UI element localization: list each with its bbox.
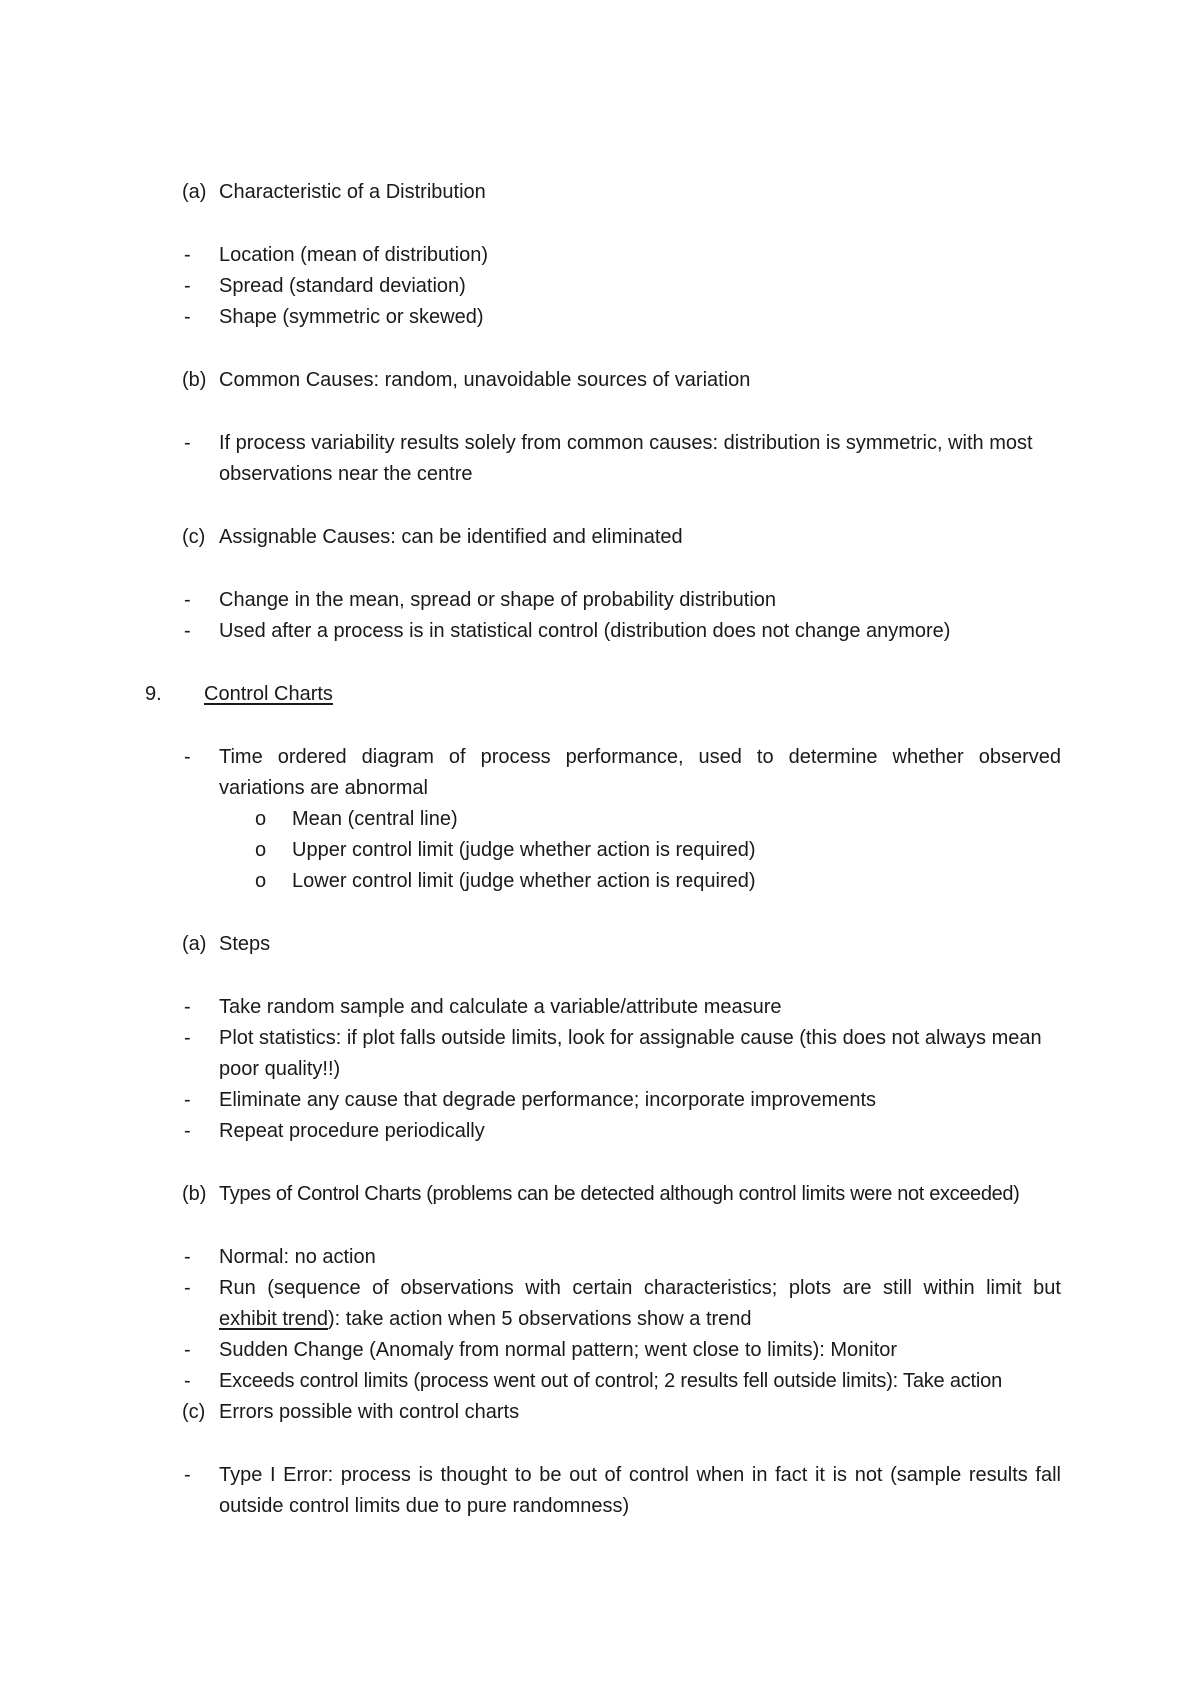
list-item-text: Shape (symmetric or skewed) xyxy=(219,306,484,328)
circle-bullet: o xyxy=(255,808,267,830)
label-a: (a) xyxy=(182,181,207,203)
dash-marker: - xyxy=(184,1246,191,1268)
underlined-phrase: exhibit trend xyxy=(219,1308,328,1330)
label-a: (a) xyxy=(182,933,207,955)
subheading-text: Types of Control Charts (problems can be detected although control limits were not exceeded) xyxy=(219,1183,1020,1205)
dash-marker: - xyxy=(184,1120,191,1142)
dash-marker: - xyxy=(184,1370,191,1392)
dash-marker: - xyxy=(184,1277,191,1299)
list-item-text: Type I Error: process is thought to be out of control when in fact it is not (sample results fall xyxy=(219,1464,1061,1486)
label-c: (c) xyxy=(182,526,206,548)
dash-marker: - xyxy=(184,746,191,768)
dash-marker: - xyxy=(184,589,191,611)
list-item-text: Change in the mean, spread or shape of probability distribution xyxy=(219,589,777,611)
dash-marker: - xyxy=(184,1089,191,1111)
list-item-text: If process variability results solely from common causes: distribution is symmetric, with most xyxy=(219,432,1033,454)
list-item-text: Location (mean of distribution) xyxy=(219,244,489,266)
list-item-text: exhibit trend): take action when 5 observations show a trend xyxy=(219,1308,752,1330)
list-item-text: Run (sequence of observations with certain characteristics; plots are still within limit but xyxy=(219,1277,1061,1299)
subheading-text: Steps xyxy=(219,933,271,955)
dash-marker: - xyxy=(184,996,191,1018)
list-item-text: Take random sample and calculate a variable/attribute measure xyxy=(219,996,782,1018)
list-item-text: observations near the centre xyxy=(219,463,473,485)
list-item-text: Repeat procedure periodically xyxy=(219,1120,485,1142)
list-item-text: outside control limits due to pure randomness) xyxy=(219,1495,630,1517)
label-b: (b) xyxy=(182,1183,207,1205)
dash-marker: - xyxy=(184,1027,191,1049)
circle-bullet: o xyxy=(255,870,267,892)
list-item-text: Plot statistics: if plot falls outside limits, look for assignable cause (this does not always mean xyxy=(219,1027,1042,1049)
list-item-text: Time ordered diagram of process performance, used to determine whether observed xyxy=(219,746,1061,768)
list-item-text: Sudden Change (Anomaly from normal pattern; went close to limits): Monitor xyxy=(219,1339,898,1361)
subheading-text: Assignable Causes: can be identified and eliminated xyxy=(219,526,683,548)
list-item-text: Eliminate any cause that degrade performance; incorporate improvements xyxy=(219,1089,877,1111)
list-item-text: Spread (standard deviation) xyxy=(219,275,466,297)
section-number: 9. xyxy=(145,683,162,705)
list-item-text: poor quality!!) xyxy=(219,1058,341,1080)
sub-bullet-text: Mean (central line) xyxy=(292,808,458,830)
subheading-text: Characteristic of a Distribution xyxy=(219,181,486,203)
dash-marker: - xyxy=(184,1339,191,1361)
list-item-text: Exceeds control limits (process went out of control; 2 results fell outside limits): Take action xyxy=(219,1370,1002,1392)
label-b: (b) xyxy=(182,369,207,391)
dash-marker: - xyxy=(184,244,191,266)
dash-marker: - xyxy=(184,1464,191,1486)
subheading-text: Errors possible with control charts xyxy=(219,1401,520,1423)
list-item-text: Used after a process is in statistical control (distribution does not change anymore) xyxy=(219,620,951,642)
label-c: (c) xyxy=(182,1401,206,1423)
section-title: Control Charts xyxy=(204,683,333,705)
dash-marker: - xyxy=(184,432,191,454)
sub-bullet-text: Upper control limit (judge whether action is required) xyxy=(292,839,756,861)
list-item-text: Normal: no action xyxy=(219,1246,376,1268)
dash-marker: - xyxy=(184,306,191,328)
subheading-text: Common Causes: random, unavoidable sources of variation xyxy=(219,369,751,391)
dash-marker: - xyxy=(184,620,191,642)
list-item-text: variations are abnormal xyxy=(219,777,428,799)
circle-bullet: o xyxy=(255,839,267,861)
sub-bullet-text: Lower control limit (judge whether action is required) xyxy=(292,870,756,892)
dash-marker: - xyxy=(184,275,191,297)
